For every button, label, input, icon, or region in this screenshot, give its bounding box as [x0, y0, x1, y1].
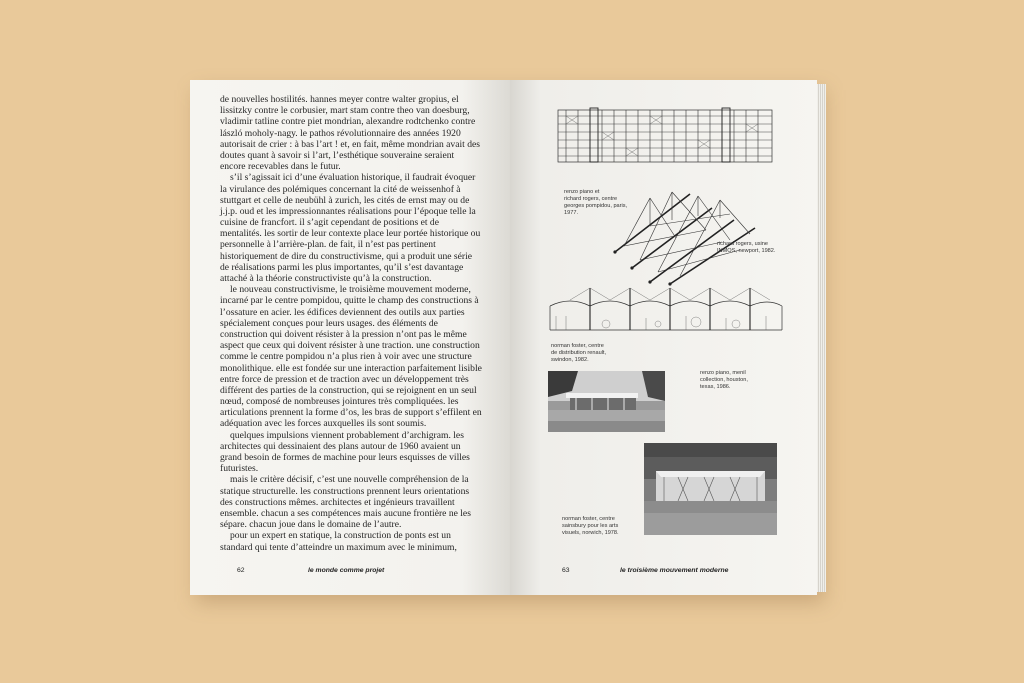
running-title: le monde comme projet — [308, 567, 385, 574]
paragraph: quelques impulsions viennent probablement d’archigram. les architectes qui dessinaient des plans autour de 1960 avaient un grand besoin de formes de machine pour leurs esquisses de villes futuristes. — [220, 429, 470, 475]
paragraph: pour un expert en statique, la construction de ponts est un standard qui tente d’atteindre un maximum avec le minimum, — [220, 530, 457, 553]
pompidou-elevation-drawing — [554, 106, 776, 164]
sainsbury-centre-photo — [644, 443, 777, 535]
right-page — [510, 80, 817, 595]
paragraph: s’il s’agissait ici d’une évaluation historique, il faudrait évoquer la virulance des polémiques concernant la cité de weissenhof à stuttgart et celle de neubühl à zurich, les cités de ernst may ou de j.j.p. oud et les impressionnantes réalisations pour l’époque telle la cuisine de francfort. il s’agit cependant de positions et de mentalités. les sortir de leur contexte place leur portée historique ou personnelle à l’arrière-plan. de fait, il n’est pas pertinent historiquement de dire du constructivisme, qui a produit une série de réalisations parmi les plus importantes, qu’il s’est davantage attaché à la théorie constructiviste qu’à la construction. — [220, 172, 481, 284]
running-title: le troisième mouvement moderne — [620, 567, 729, 574]
caption-inmos: richard rogers, usine INMOS, newport, 1982. — [717, 241, 776, 254]
left-page — [190, 80, 510, 595]
paragraph: mais le critère décisif, c’est une nouvelle compréhension de la statique structurelle. les constructions prennent leurs orientations des constructions mêmes. architectes et ingénieurs travaillent ensemble. chacun a ses compétences mais aucune frontière ne les sépare. chacun joue dans le domaine de l’autre. — [220, 474, 471, 531]
page-number: 62 — [237, 567, 245, 574]
caption-menil: renzo piano, menil collection, houston, texas, 1986. — [700, 370, 748, 390]
body-text — [220, 94, 482, 553]
caption-sainsbury: norman foster, centre sainsbury pour les arts visuels, norwich, 1978. — [562, 516, 619, 536]
caption-renault: norman foster, centre de distribution renault, swindon, 1982. — [551, 343, 607, 363]
paragraph: de nouvelles hostilités. hannes meyer contre walter gropius, el lissitzky contre le corbusier, mart stam contre theo van doesburg, vladimir tatline contre piet mondrian, alexandre rodtchenko contre lászló moholy-nagy. le pathos révolutionnaire des années 1920 autorisait de crier : à bas l’art ! et, en fait, même mondrian avait des doutes quant à savoir si l’art, l’esthétique souveraine seraient encore recevables dans le futur. — [220, 94, 480, 173]
menil-collection-photo — [548, 371, 665, 432]
inmos-structure-drawing — [610, 190, 760, 286]
renault-section-drawing — [546, 286, 786, 338]
page-number: 63 — [562, 567, 570, 574]
paragraph: le nouveau constructivisme, le troisième mouvement moderne, incarné par le centre pompidou, quitte le champ des constructions à l’ossature en acier. les édifices deviennent des outils aux parties spécialement conçues pour leurs usages. des éléments de construction qui doivent résister à la pression n’ont pas le même aspect que ceux qui doivent résister à une traction. une construction comme le centre pompidou n’a plus rien à voir avec une structure monolithique. elle est fondée sur une interaction parfaitement lisible entre force de pression et de traction avec un développement très différent des parties de la construction, qui se rejoignent en un seul nœud, composé de nombreuses jointures très compliquées. les articulations prennent la forme d’os, les bras de support s’effilent en adéquation avec les forces auxquelles ils sont soumis. — [220, 284, 482, 430]
page-edges — [817, 84, 826, 592]
caption-pompidou: renzo piano et richard rogers, centre georges pompidou, paris, 1977. — [564, 189, 628, 216]
